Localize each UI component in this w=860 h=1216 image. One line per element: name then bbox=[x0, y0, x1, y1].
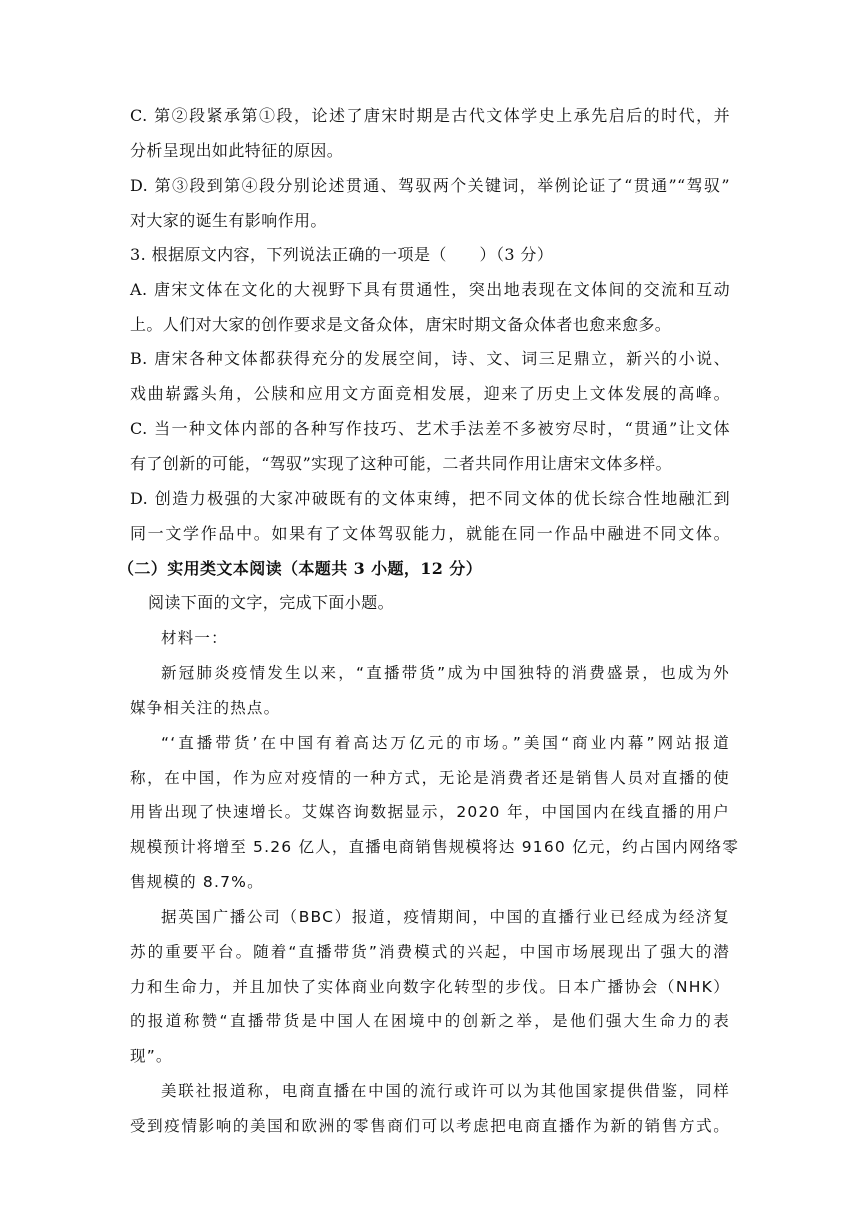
part2-heading: （二）实用类文本阅读（本题共 3 小题，12 分） bbox=[118, 559, 483, 578]
para2-line4: 规模预计将增至 5.26 亿人，直播电商销售规模将达 9160 亿元，约占国内网络零 bbox=[130, 838, 740, 856]
para3-line1: 据英国广播公司（BBC）报道，疫情期间，中国的直播行业已经成为经济复 bbox=[161, 908, 730, 926]
material-label: 材料一： bbox=[161, 629, 228, 647]
para2-line5: 售规模的 8.7%。 bbox=[130, 873, 264, 891]
q2-option-d-line2: 对大家的诞生有影响作用。 bbox=[130, 211, 327, 230]
q3-option-a-line1: A. 唐宋文体在文化的大视野下具有贯通性，突出地表现在文体间的交流和互动 bbox=[130, 280, 730, 299]
para2-line1: “‘直播带货’在中国有着高达万亿元的市场。”美国“商业内幕”网站报道 bbox=[161, 734, 730, 752]
q3-option-c-line2: 有了创新的可能，“驾驭”实现了这种可能，二者共同作用让唐宋文体多样。 bbox=[130, 454, 672, 473]
q3-option-c-line1: C. 当一种文体内部的各种写作技巧、艺术手法差不多被穷尽时，“贯通”让文体 bbox=[130, 419, 730, 438]
para3-line5: 现”。 bbox=[130, 1047, 173, 1065]
para4-line1: 美联社报道称，电商直播在中国的流行或许可以为其他国家提供借鉴，同样 bbox=[161, 1082, 730, 1100]
part2-instruction: 阅读下面的文字，完成下面小题。 bbox=[148, 593, 395, 612]
q3-option-d-line1: D. 创造力极强的大家冲破既有的文体束缚，把不同文体的优长综合性地融汇到 bbox=[130, 489, 730, 508]
para3-line2: 苏的重要平台。随着“直播带货”消费模式的兴起，中国市场展现出了强大的潜 bbox=[130, 943, 730, 961]
para2-line3: 用皆出现了快速增长。艾媒咨询数据显示，2020 年，中国国内在线直播的用户 bbox=[130, 803, 730, 821]
q3-option-b-line2: 戏曲崭露头角，公牍和应用文方面竞相发展，迎来了历史上文体发展的高峰。 bbox=[130, 384, 730, 403]
para2-line2: 称，在中国，作为应对疫情的一种方式，无论是消费者还是销售人员对直播的使 bbox=[130, 769, 730, 787]
q2-option-c-line1: C. 第②段紧承第①段，论述了唐宋时期是古代文体学史上承先启后的时代，并 bbox=[130, 106, 730, 125]
para1-line2: 媒争相关注的热点。 bbox=[130, 699, 281, 717]
q3-stem: 3. 根据原文内容，下列说法正确的一项是（ ）（3 分） bbox=[130, 245, 554, 264]
q2-option-c-line2: 分析呈现出如此特征的原因。 bbox=[130, 141, 344, 160]
q2-option-d-line1: D. 第③段到第④段分别论述贯通、驾驭两个关键词，举例论证了“贯通”“驾驭” bbox=[130, 176, 730, 195]
para1-line1: 新冠肺炎疫情发生以来，“直播带货”成为中国独特的消费盛景，也成为外 bbox=[161, 664, 730, 682]
q3-option-b-line1: B. 唐宋各种文体都获得充分的发展空间，诗、文、词三足鼎立，新兴的小说、 bbox=[130, 349, 730, 368]
para3-line4: 的报道称赞“直播带货是中国人在困境中的创新之举，是他们强大生命力的表 bbox=[130, 1012, 730, 1030]
q3-option-d-line2: 同一文学作品中。如果有了文体驾驭能力，就能在同一作品中融进不同文体。 bbox=[130, 524, 730, 543]
para3-line3: 力和生命力，并且加快了实体商业向数字化转型的步伐。日本广播协会（NHK） bbox=[130, 978, 730, 996]
q3-option-a-line2: 上。人们对大家的创作要求是文备众体，唐宋时期文备众体者也愈来愈多。 bbox=[130, 315, 672, 334]
para4-line2: 受到疫情影响的美国和欧洲的零售商们可以考虑把电商直播作为新的销售方式。 bbox=[130, 1117, 730, 1135]
